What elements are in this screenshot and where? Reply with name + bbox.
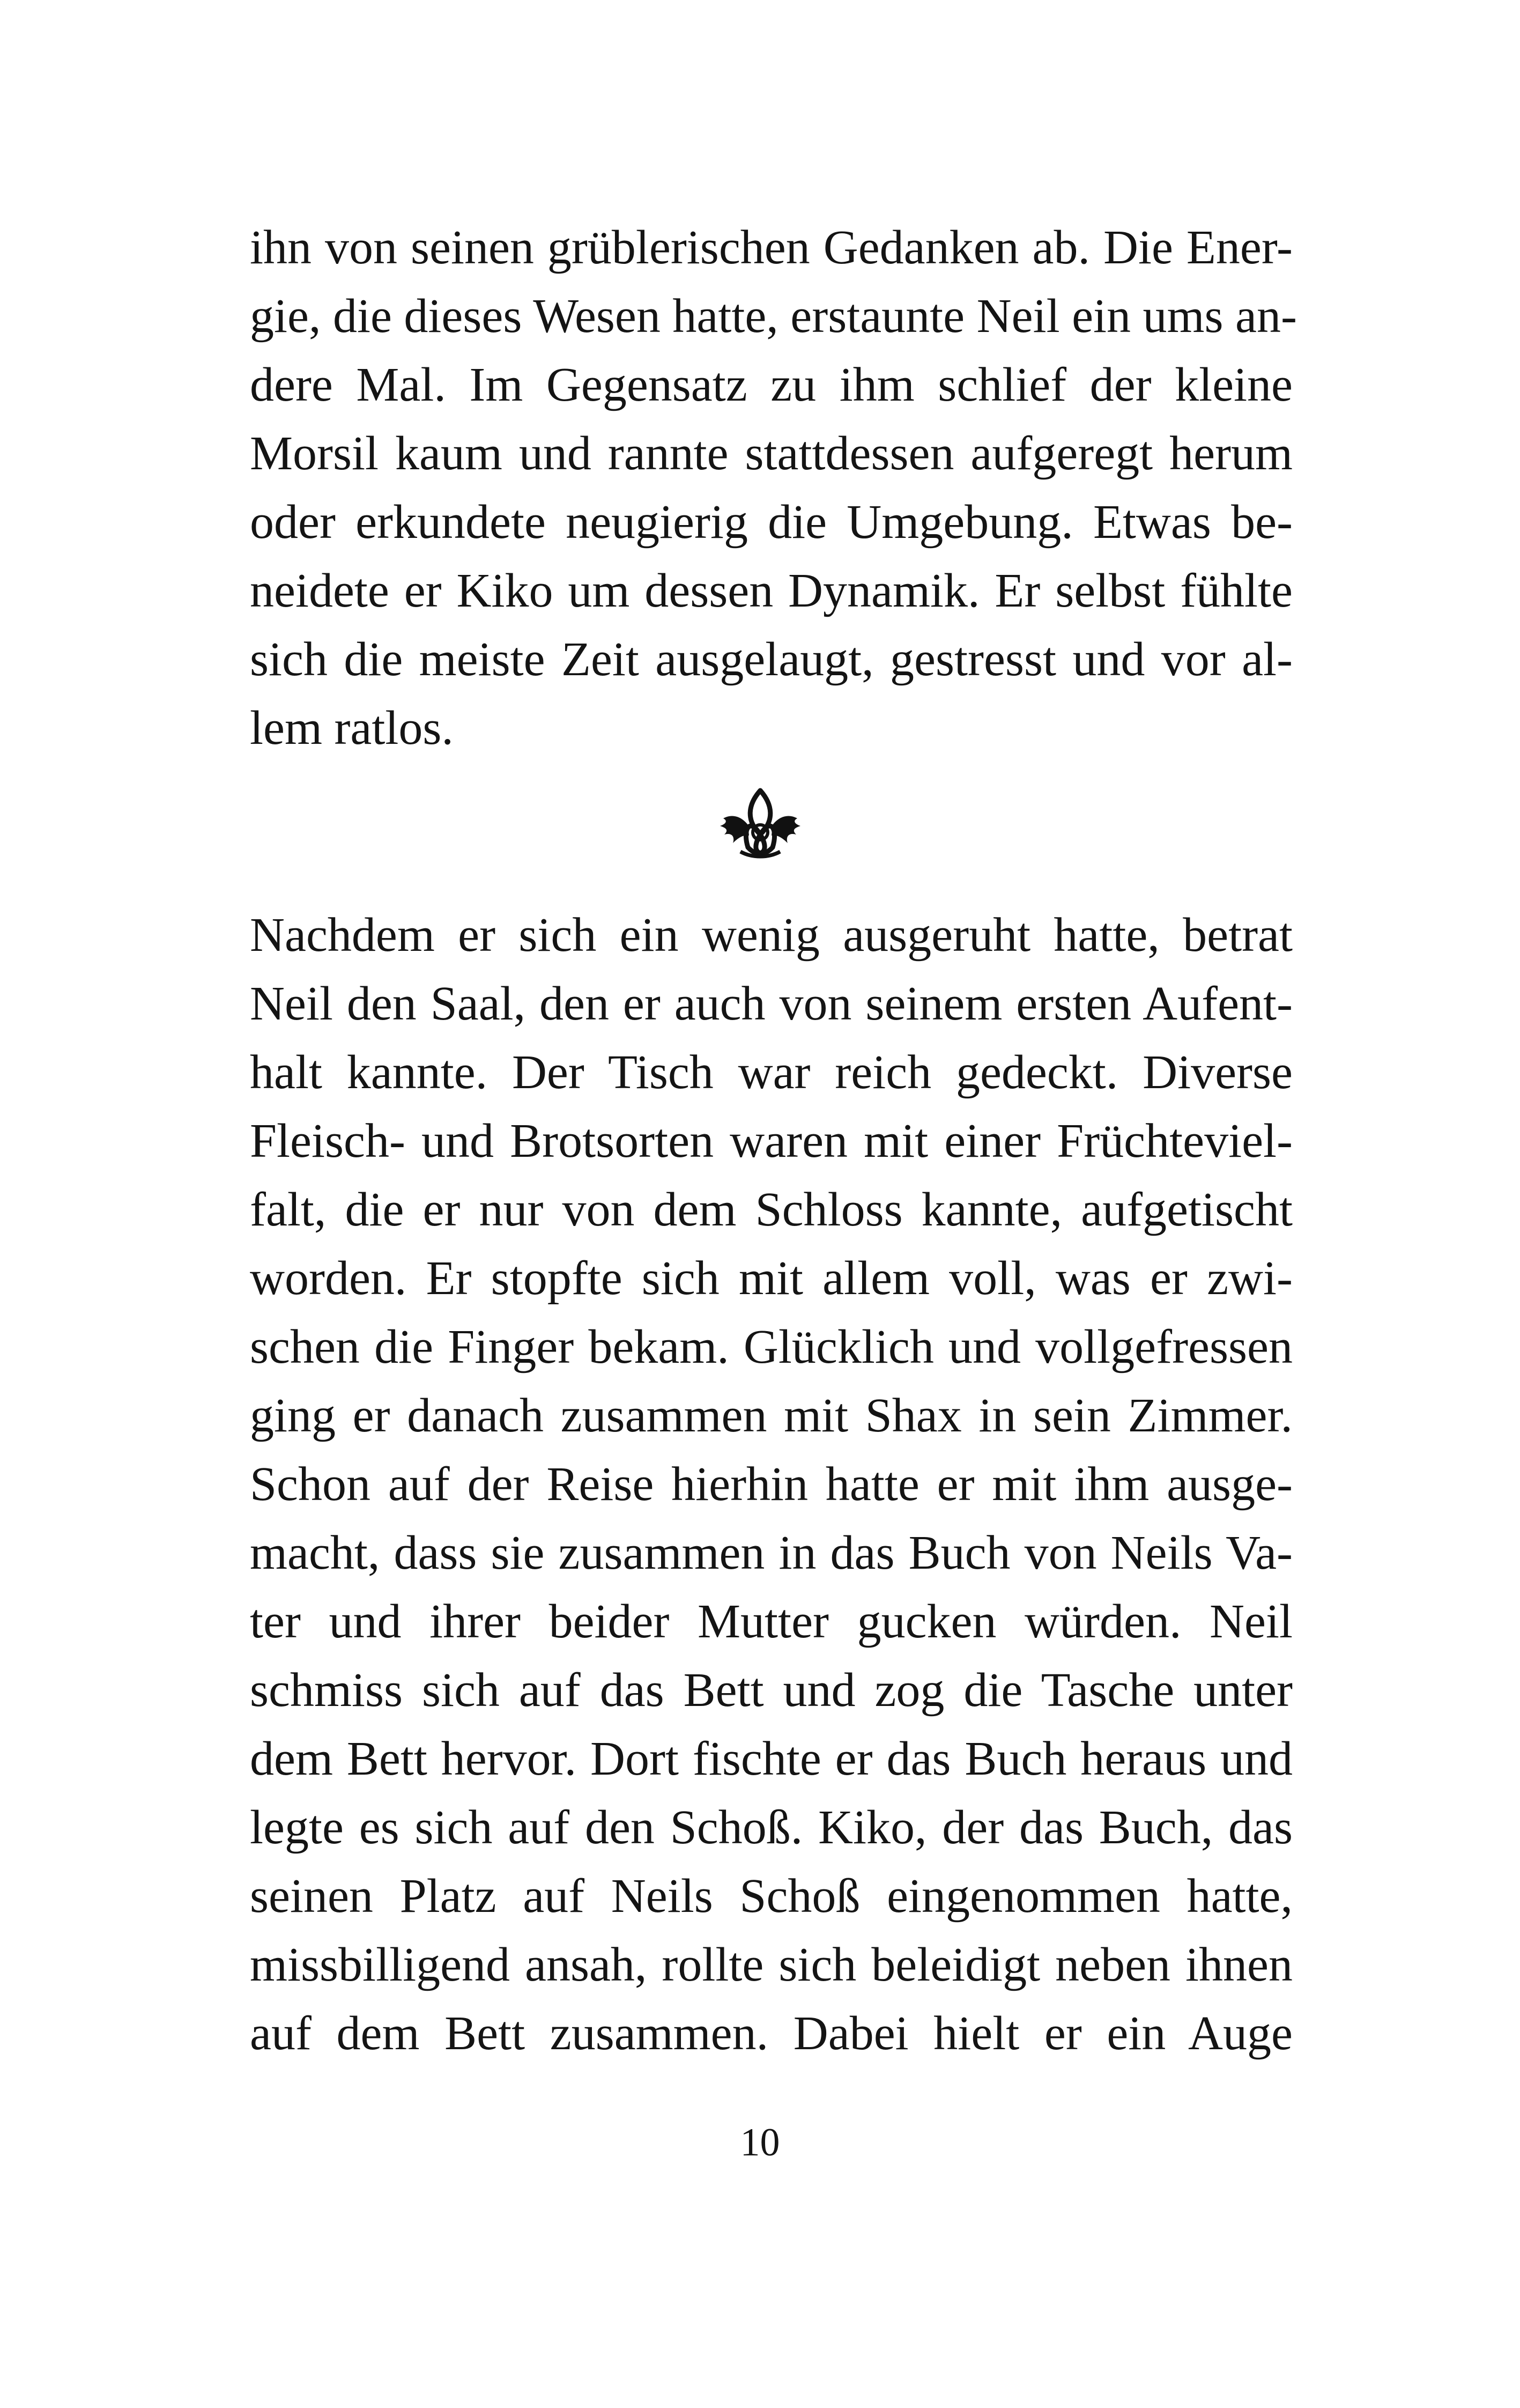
- text-line: falt, die er nur von dem Schloss kannte, aufgetischt: [250, 1183, 1293, 1236]
- text-line: missbilligend ansah, rollte sich beleidigt neben ihnen: [250, 1938, 1293, 1991]
- text-line: halt kannte. Der Tisch war reich gedeckt. Diverse: [250, 1046, 1293, 1099]
- text-line: Fleisch- und Brotsorten waren mit einer Früchteviel-: [250, 1114, 1293, 1168]
- text-line: sich die meiste Zeit ausgelaugt, gestresst und vor al-: [250, 633, 1293, 686]
- text-line: schmiss sich auf das Bett und zog die Tasche unter: [250, 1664, 1293, 1717]
- text-line: ging er danach zusammen mit Shax in sein Zimmer.: [250, 1389, 1293, 1442]
- text-line: legte es sich auf den Schoß. Kiko, der das Buch, das: [250, 1801, 1293, 1854]
- page-number: 10: [740, 2121, 780, 2165]
- text-line: ter und ihrer beider Mutter gucken würden. Neil: [250, 1595, 1293, 1648]
- paragraph-continuation: [250, 213, 1297, 763]
- text-line: auf dem Bett zusammen. Dabei hielt er ein Auge: [250, 2007, 1293, 2060]
- text-line: dere Mal. Im Gegensatz zu ihm schlief der kleine: [250, 358, 1293, 411]
- text-line: Morsil kaum und rannte stattdessen aufgeregt herum: [250, 427, 1293, 480]
- text-line: oder erkundete neugierig die Umgebung. Etwas be-: [250, 496, 1293, 549]
- celtic-triquetra-with-wings-icon: [715, 783, 806, 863]
- text-line: gie, die dieses Wesen hatte, erstaunte Neil ein ums an-: [250, 290, 1297, 343]
- text-line: lem ratlos.: [250, 701, 454, 755]
- text-line: neidete er Kiko um dessen Dynamik. Er selbst fühlte: [250, 564, 1293, 617]
- text-line: Schon auf der Reise hierhin hatte er mit ihm ausge-: [250, 1458, 1293, 1511]
- paragraph-next: [250, 901, 1293, 2068]
- text-line: ihn von seinen grüblerischen Gedanken ab. Die Ener-: [250, 221, 1293, 274]
- text-line: dem Bett hervor. Dort fischte er das Buch heraus und: [250, 1732, 1293, 1785]
- text-line: worden. Er stopfte sich mit allem voll, was er zwi-: [250, 1252, 1293, 1305]
- text-line: Neil den Saal, den er auch von seinem ersten Aufent-: [250, 977, 1293, 1030]
- text-line: seinen Platz auf Neils Schoß eingenommen hatte,: [250, 1870, 1293, 1923]
- text-line: macht, dass sie zusammen in das Buch von Neils Va-: [250, 1526, 1293, 1579]
- text-line: schen die Finger bekam. Glücklich und vollgefressen: [250, 1320, 1293, 1373]
- text-line: Nachdem er sich ein wenig ausgeruht hatte, betrat: [250, 908, 1293, 962]
